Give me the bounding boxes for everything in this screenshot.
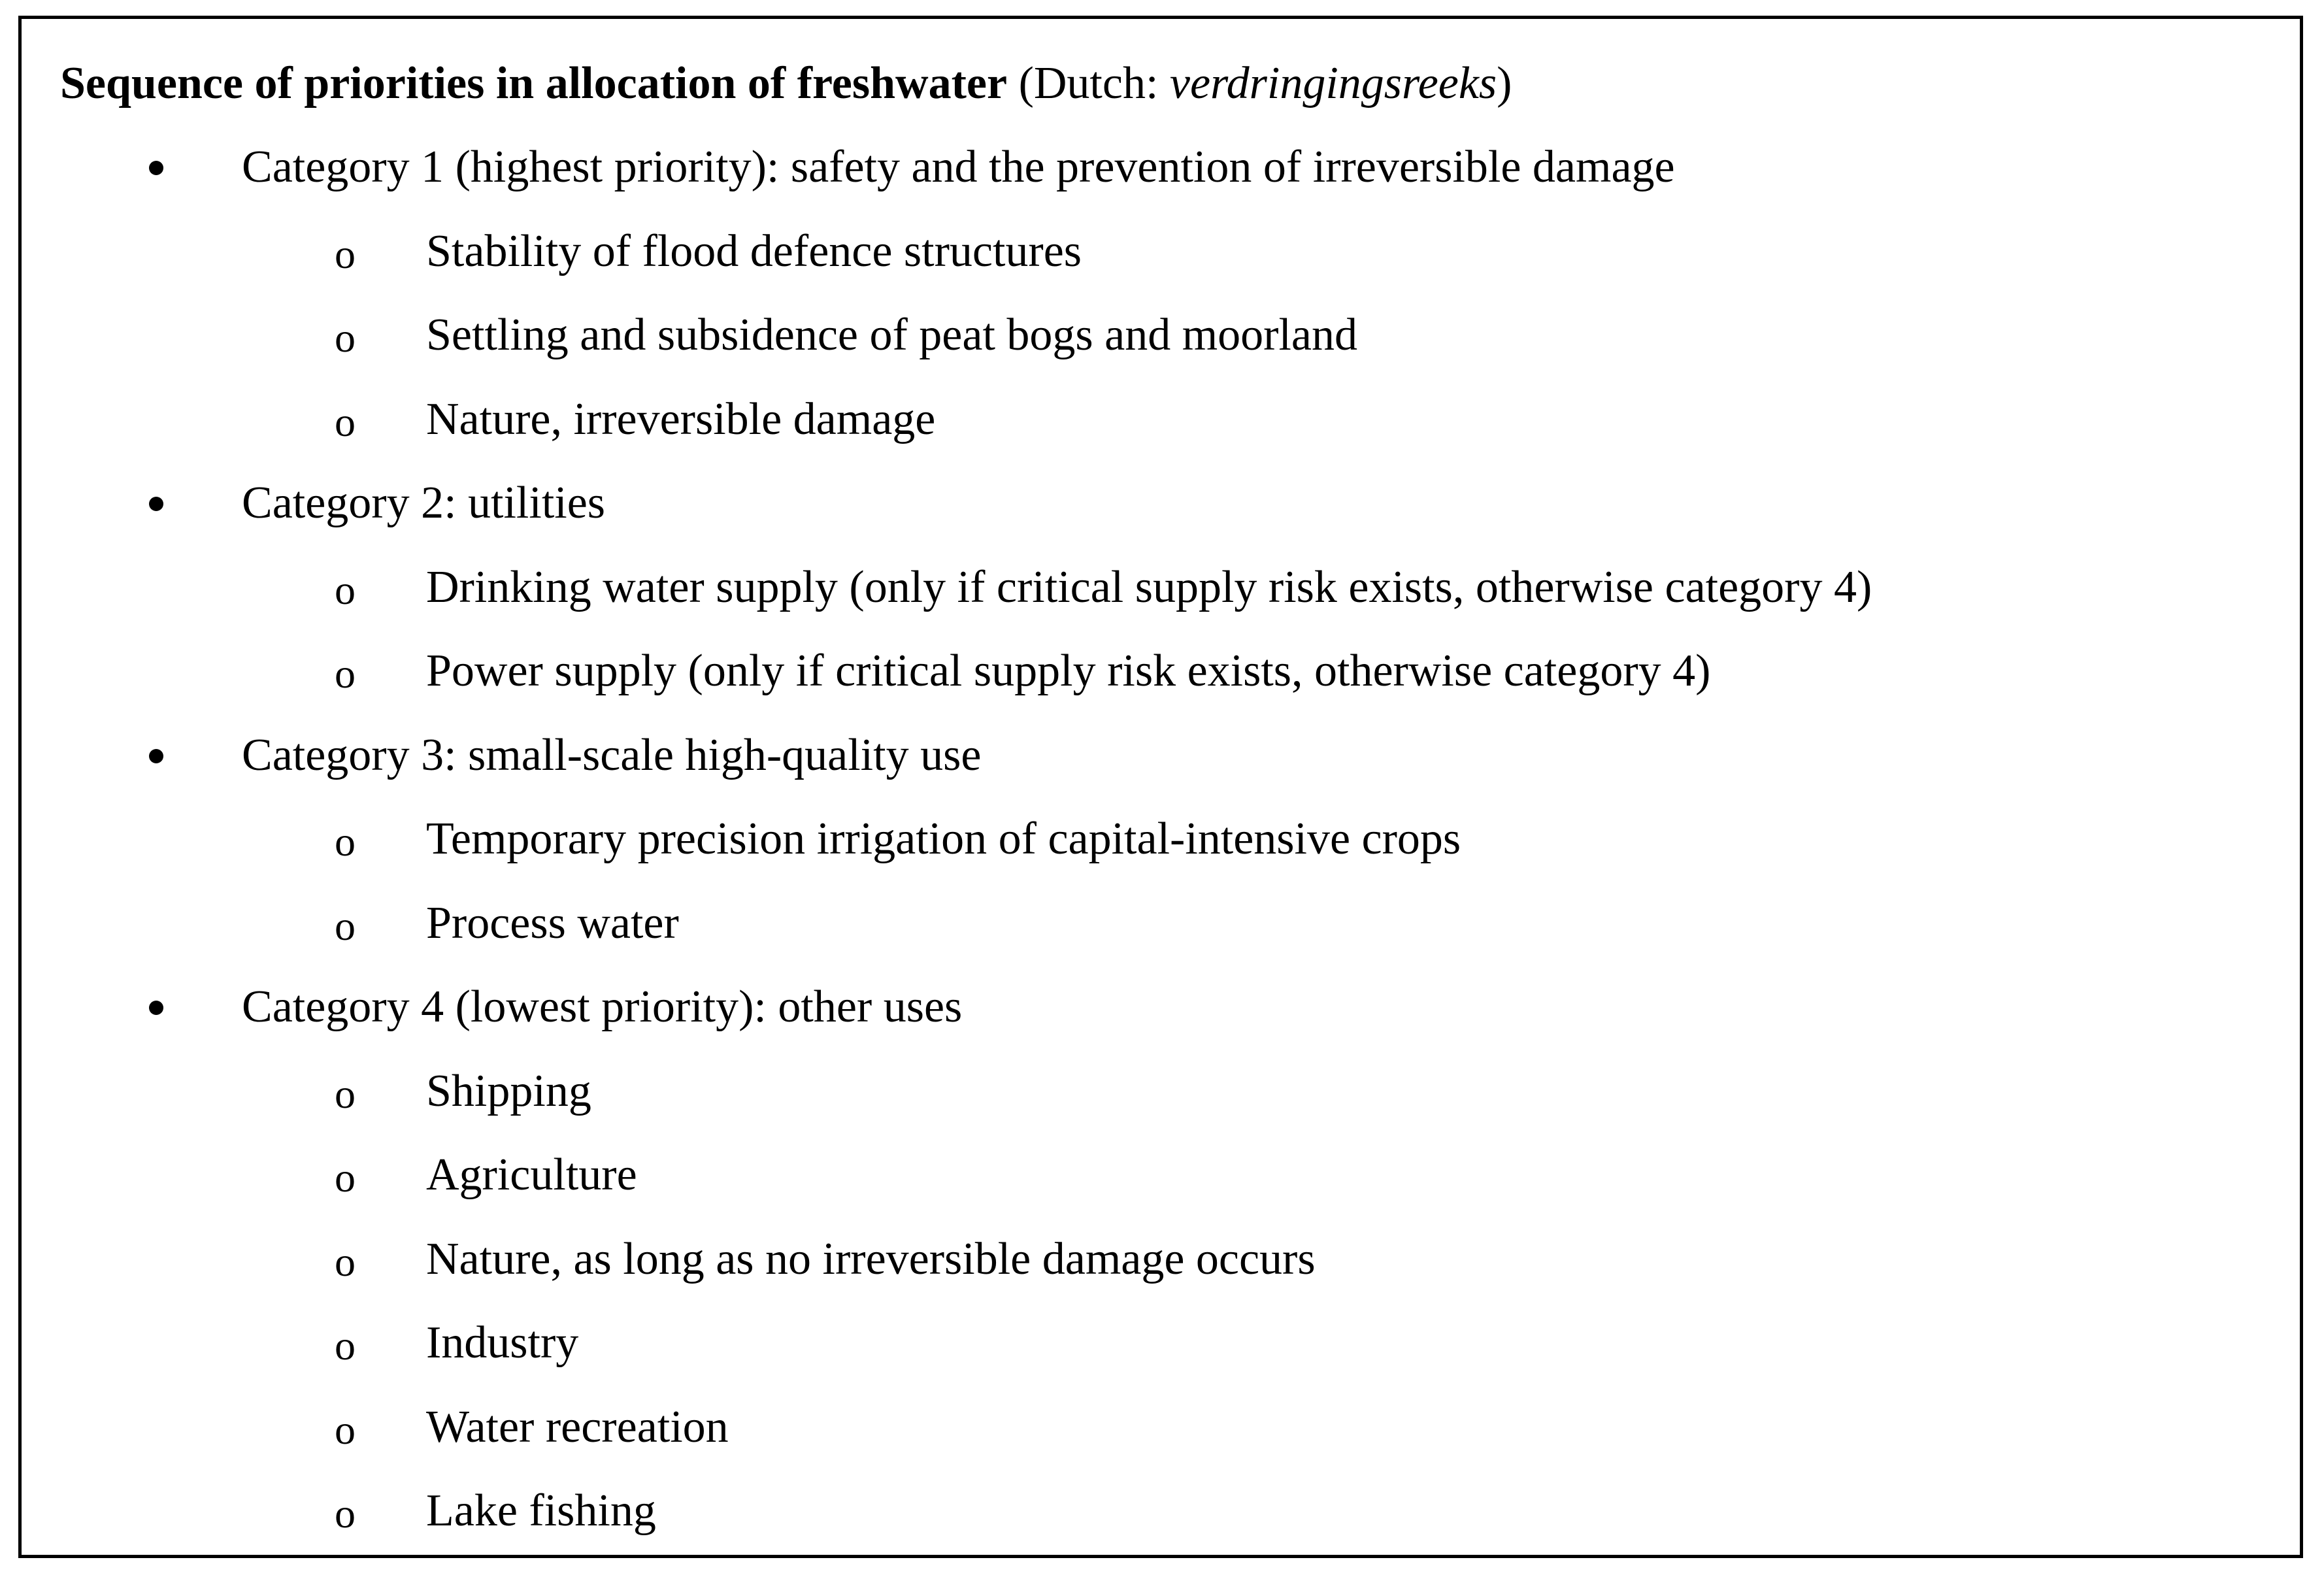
category-label: Category 4 (lowest priority): other uses bbox=[242, 982, 963, 1032]
list-item: Stability of flood defence structures bbox=[426, 225, 1082, 276]
sub-bullet-icon: o bbox=[335, 566, 356, 613]
bullet-icon bbox=[149, 1001, 163, 1015]
list-item: Industry bbox=[426, 1318, 579, 1368]
list-item: Nature, irreversible damage bbox=[426, 393, 936, 444]
bullet-icon bbox=[149, 749, 163, 763]
list-item: Water recreation bbox=[426, 1401, 729, 1452]
sub-bullet-icon: o bbox=[335, 1490, 356, 1537]
title-bold: Sequence of priorities in allocation of freshwater bbox=[60, 58, 1008, 108]
bullet-icon bbox=[149, 161, 163, 175]
sub-bullet-icon: o bbox=[335, 230, 356, 277]
category-label: Category 2: utilities bbox=[242, 478, 606, 528]
sub-bullet-icon: o bbox=[335, 902, 356, 949]
bullet-icon bbox=[149, 497, 163, 511]
title-open: (Dutch: bbox=[1007, 58, 1170, 108]
list-item: Agriculture bbox=[426, 1150, 637, 1200]
sub-bullet-icon: o bbox=[335, 1322, 356, 1369]
list-item: Shipping bbox=[426, 1065, 591, 1116]
title-close: ) bbox=[1497, 58, 1512, 108]
title-italic: verdringingsreeks bbox=[1169, 58, 1497, 108]
sub-bullet-icon: o bbox=[335, 1238, 356, 1285]
box-title bbox=[60, 51, 1512, 116]
sub-bullet-icon: o bbox=[335, 1070, 356, 1117]
sub-bullet-icon: o bbox=[335, 1154, 356, 1201]
sub-bullet-icon: o bbox=[335, 1406, 356, 1453]
sub-bullet-icon: o bbox=[335, 818, 356, 865]
sub-bullet-icon: o bbox=[335, 650, 356, 697]
list-item: Power supply (only if critical supply risk exists, otherwise category 4) bbox=[426, 646, 1711, 696]
sub-bullet-icon: o bbox=[335, 314, 356, 361]
category-label: Category 1 (highest priority): safety and the prevention of irreversible damage bbox=[242, 142, 1675, 192]
list-item: Temporary precision irrigation of capital-intensive crops bbox=[426, 814, 1461, 864]
sub-bullet-icon: o bbox=[335, 398, 356, 445]
list-item: Nature, as long as no irreversible damage occurs bbox=[426, 1233, 1316, 1284]
list-item: Process water bbox=[426, 897, 679, 948]
list-item: Settling and subsidence of peat bogs and moorland bbox=[426, 310, 1357, 360]
list-item: Lake fishing bbox=[426, 1486, 656, 1536]
list-item: Drinking water supply (only if critical supply risk exists, otherwise category 4) bbox=[426, 561, 1872, 612]
category-label: Category 3: small-scale high-quality use bbox=[242, 729, 982, 780]
